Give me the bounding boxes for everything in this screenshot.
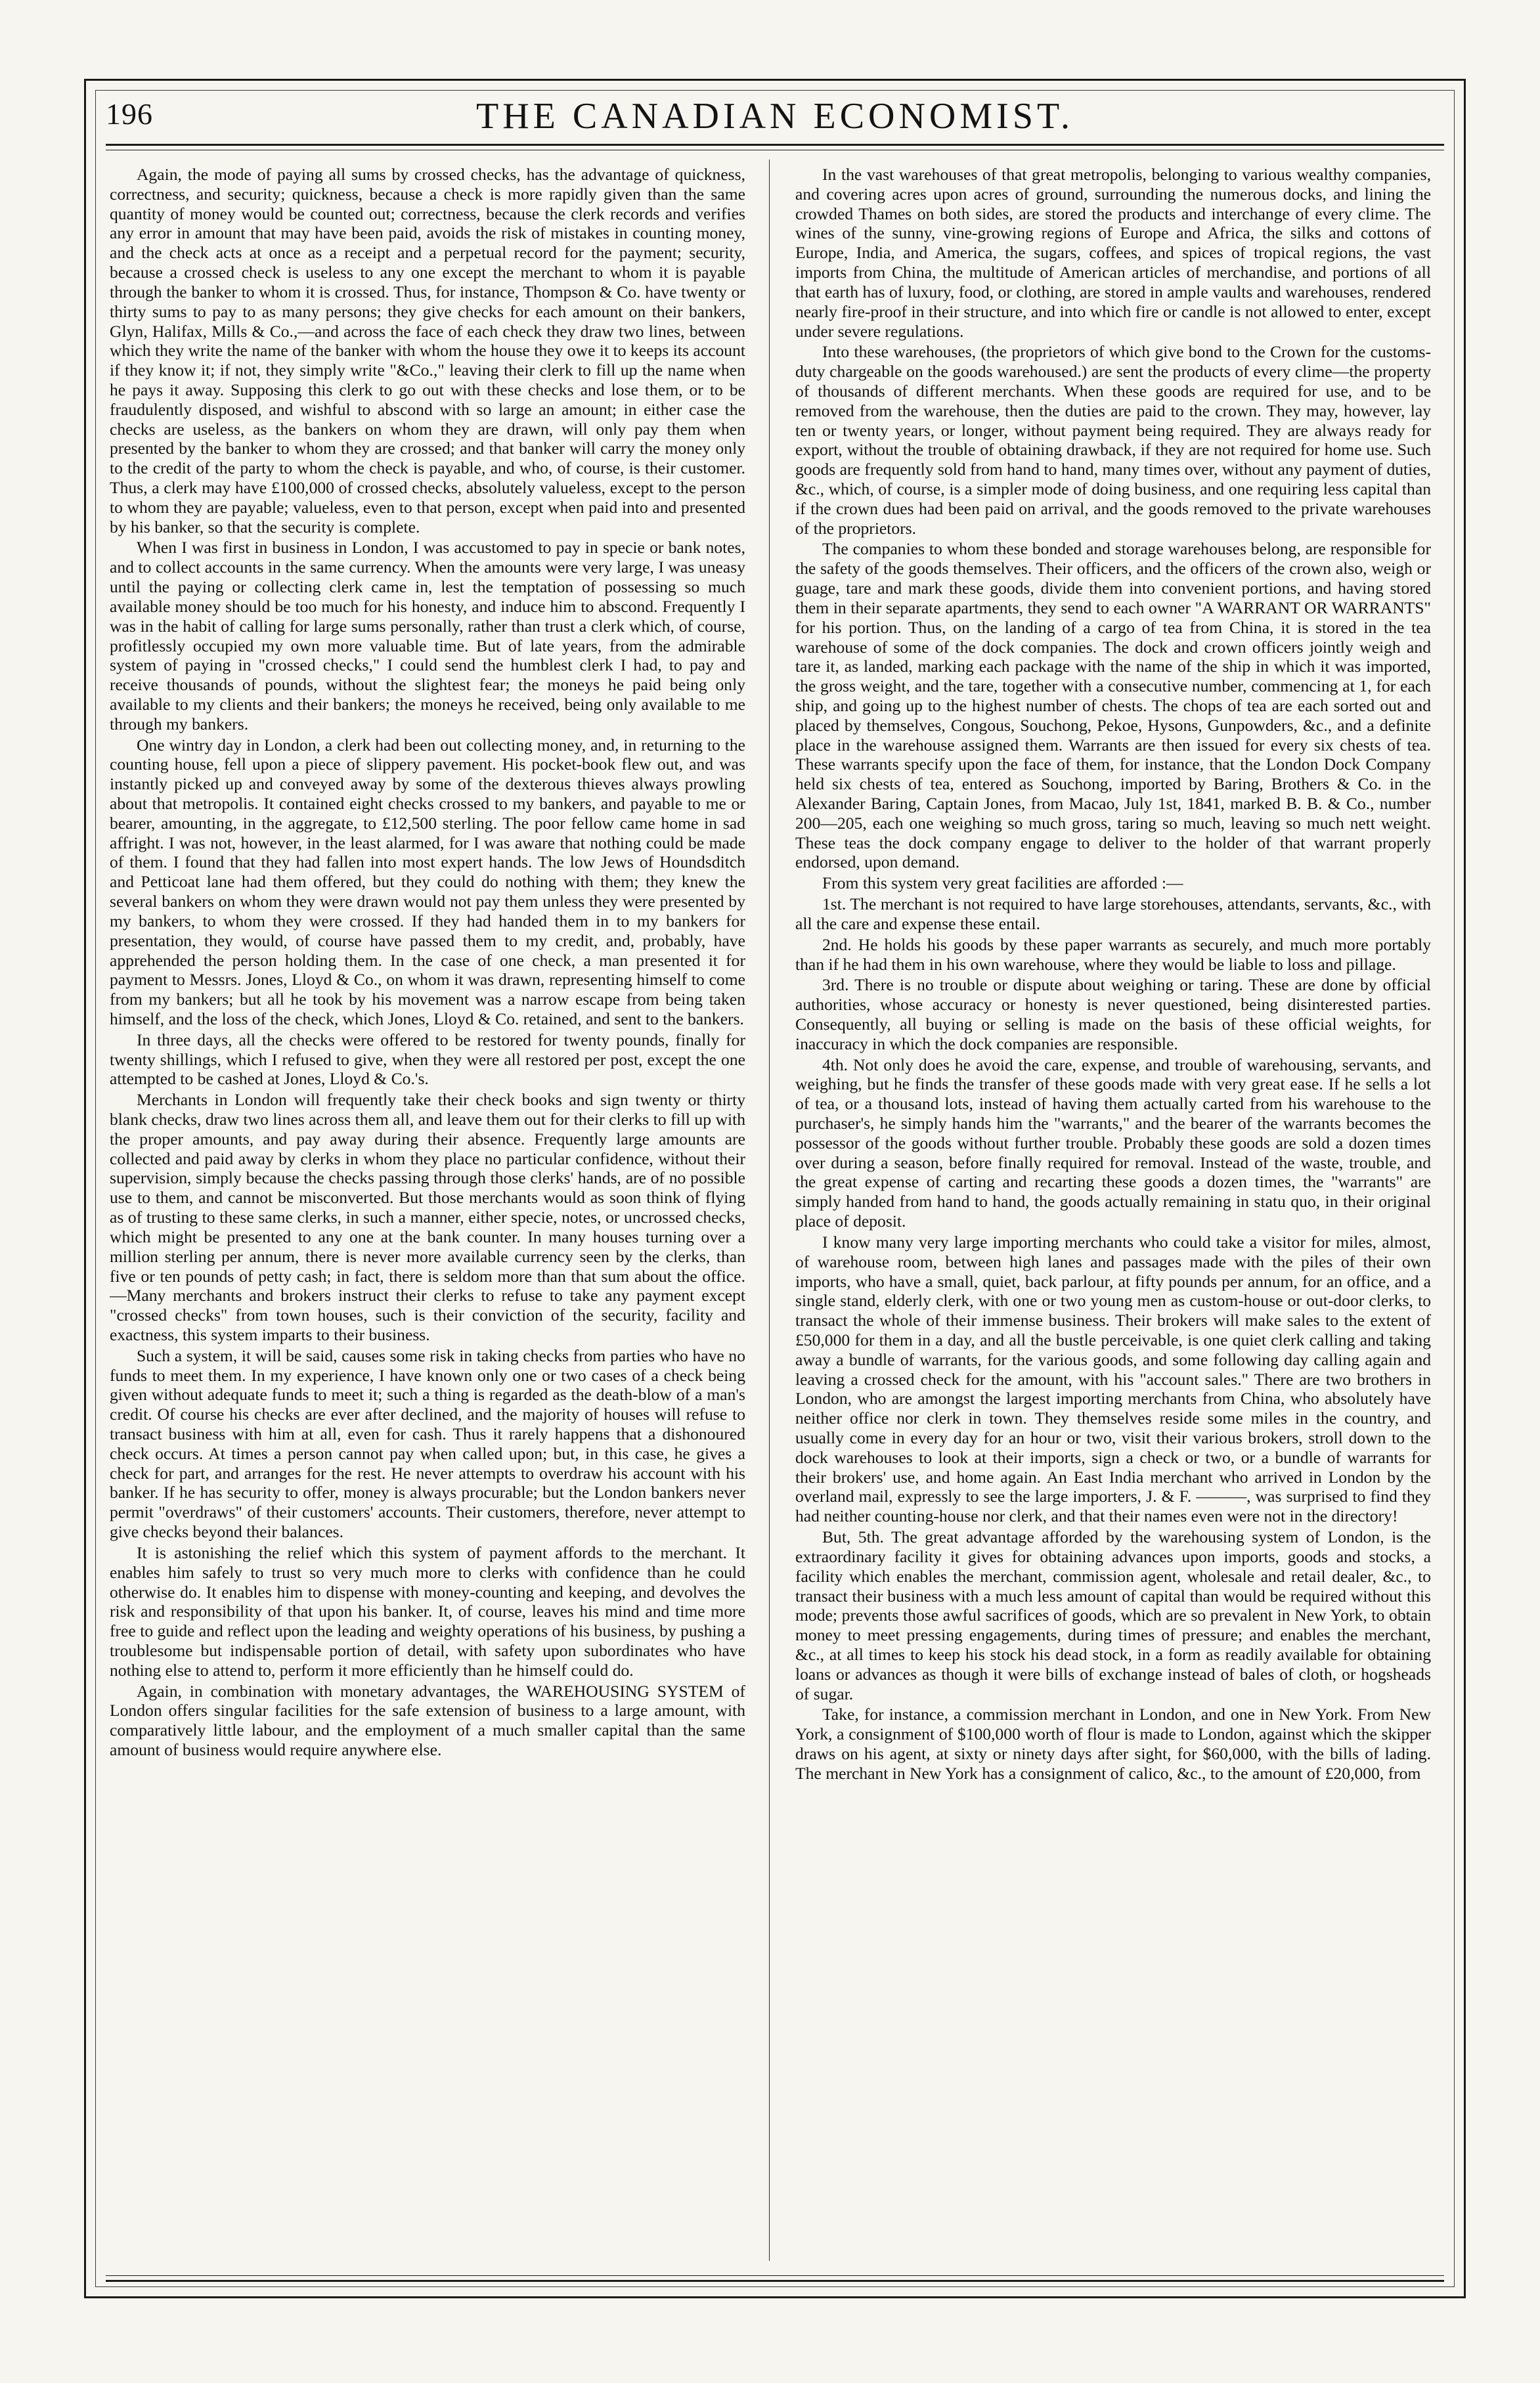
right-list-item: 1st. The merchant is not required to have large storehouses, attendants, servants, &c., with all the care and expense these entail. <box>795 894 1431 933</box>
right-paragraph: In the vast warehouses of that great metropolis, belonging to various wealthy companies, and covering acres upon acres of ground, surrounding the numerous docks, and lining the crowded Thames on both sides, are stored the products and interchange of every clime. The wines of the sunny, vine-growing regions of Europe and Africa, the silks and cottons of Europe, India, and America, the sugars, coffees, and spices of tropical regions, the vast imports from China, the multitude of American articles of merchandise, and portions of all that earth has of luxury, food, or clothing, are stored in ample vaults and warehouses, rendered nearly fire-proof in their structure, and into which fire or candle is not allowed to enter, except under severe regulations. <box>795 165 1431 341</box>
right-paragraph: Into these warehouses, (the proprietors of which give bond to the Crown for the customs-duty chargeable on the goods warehoused.) are sent the products of every clime—the property of thousands of different merchants. When these goods are required for use, and to be removed from the warehouse, then the duties are paid to the crown. They may, however, lay ten or twenty years, or longer, without payment being required. They are always ready for export, without the trouble of obtaining drawback, if they are not required for home use. Such goods are frequently sold from hand to hand, many times over, without any payment of duties, &c., which, of course, is a simpler mode of doing business, and one requiring less capital than if the crown dues had been paid on arrival, and the goods removed to the private warehouses of the proprietors. <box>795 342 1431 538</box>
left-paragraph: Again, the mode of paying all sums by crossed checks, has the advantage of quickness, correctness, and security; quickness, because a check is more rapidly given than the same quantity of money would be counted out; correctness, because the clerk records and verifies any error in amount that may have been paid, avoids the risk of mistakes in counting money, and the check acts at once as a receipt and a perpetual record for the payment; security, because a crossed check is useless to any one except the merchant to whom it is payable through the banker to whom it is crossed. Thus, for instance, Thompson & Co. have twenty or thirty sums to pay to as many persons; they give checks for each amount on their bankers, Glyn, Halifax, Mills & Co.,—and across the face of each check they draw two lines, between which they write the name of the banker with whom the house they owe it to keeps its account if they know it; if not, they simply write "&Co.," leaving their clerk to fill up the name when he pays it away. Supposing this clerk to go out with these checks and lose them, or to be fraudulently disposed, and wishful to abscond with so large an amount; in either case the checks are useless, as the bankers on whom they are drawn, will only pay them when presented by the banker to whom they are crossed; and that banker will carry the money only to the credit of the party to whom the check is payable, and who, of course, is their customer. Thus, a clerk may have £100,000 of crossed checks, absolutely valueless, except to the person to whom they are payable; valueless, even to that person, except when paid into and presented by his banker, so that the security is complete. <box>110 165 745 536</box>
left-column <box>110 165 745 2260</box>
left-paragraph: When I was first in business in London, I was accustomed to pay in specie or bank notes, and to collect accounts in the same currency. When the amounts were very large, I was uneasy until the paying or collecting clerk came in, lest the temptation of possessing so much available money should be too much for his honesty, and induce him to abscond. Frequently I was in the habit of calling for large sums personally, rather than trust a clerk which, of course, profitlessly occupied my own more valuable time. But of late years, from the admirable system of paying in "crossed checks," I could send the humblest clerk I had, to pay and receive thousands of pounds, without the slightest fear; the moneys he paid being only available to my clients and their bankers; the moneys he received, being only available to me through my bankers. <box>110 538 745 733</box>
left-paragraph: Such a system, it will be said, causes some risk in taking checks from parties who have no funds to meet them. In my experience, I have known only one or two cases of a check being given without adequate funds to meet it; such a thing is regarded as the death-blow of a man's credit. Of course his checks are ever after declined, and the majority of houses will refuse to transact business with him at all, even for cash. Thus it rarely happens that a dishonoured check occurs. At times a person cannot pay when called upon; but, in this case, he gives a check for part, and arranges for the rest. He never attempts to overdraw his account with his banker. If he has security to offer, money is always procurable; but the London bankers never permit "overdraws" of their customers' accounts. Their customers, therefore, never attempt to give checks beyond their balances. <box>110 1345 745 1542</box>
header-rule <box>106 144 1444 150</box>
right-paragraph: But, 5th. The great advantage afforded by the warehousing system of London, is the extraordinary facility it gives for obtaining advances upon imports, goods and stocks, a facility which enables the merchant, commission agent, wholesale and retail dealer, &c., to transact their business with a much less amount of capital than would be required without this mode; prevents those awful sacrifices of goods, which are so prevalent in New York, to obtain money to meet pressing engagements, during times of pressure; and enables the merchant, &c., at all times to keep his stock his dead stock, in a form as readily available for obtaining loans or advances as though it were bills of exchange instead of bales of cloth, or hogsheads of sugar. <box>795 1527 1431 1703</box>
right-paragraph: From this system very great facilities are afforded :— <box>822 873 1183 893</box>
right-paragraph: Take, for instance, a commission merchant in London, and one in New York. From New York, a consignment of $100,000 worth of flour is made to London, against which the skipper draws on his agent, at sixty or ninety days after sight, for $60,000, with the bills of lading. The merchant in New York has a consignment of calico, &c., to the amount of £20,000, from <box>795 1705 1431 1783</box>
right-paragraph: I know many very large importing merchants who could take a visitor for miles, almost, of warehouse room, between high lanes and passages made with the piles of their own imports, who have a small, quiet, back parlour, at fifty pounds per annum, for an office, and a single stand, elderly clerk, with one or two young men as custom-house or out-door clerks, to transact the whole of their immense business. Their brokers will make sales to the extent of £50,000 for them in a day, and all the bustle perceivable, is one quiet clerk calling and taking away a bundle of warrants, for the various goods, and some following day calling again and leaving a crossed check for the amount, with his "account sales." There are two brothers in London, who are amongst the largest importing merchants from China, who absolutely have neither office nor clerk in town. They themselves reside some miles in the country, and usually come in every day for an hour or two, visit their various brokers, stroll down to the dock warehouses to look at their imports, sign a check or two, or a bundle of warrants for their brokers' use, and home again. An East India merchant who arrived in London by the overland mail, expressly to see the large importers, J. & F. ———, was surprised to find they had neither counting-house nor clerk, and that their names even were not in the directory! <box>795 1232 1431 1526</box>
right-list-item: 2nd. He holds his goods by these paper warrants as securely, and much more portably than if he had them in his own warehouse, where they would be liable to loss and pillage. <box>795 934 1431 974</box>
left-paragraph: It is astonishing the relief which this system of payment affords to the merchant. It enables him safely to trust so very much more to clerks with confidence than he could otherwise do. It enables him to dispense with money-counting and keeping, and devolves the risk and responsibility of that upon his banker. It, of course, leaves his mind and time more free to guide and reflect upon the leading and weighty operations of his business, by pushing a troublesome but indispensable portion of detail, with safety upon subordinates who have nothing else to attend to, perform it more efficiently than he himself could do. <box>110 1542 745 1680</box>
left-paragraph: In three days, all the checks were offered to be restored for twenty pounds, finally for twenty shillings, which I refused to give, when they were all restored per post, except the one attempted to be cashed at Jones, Lloyd & Co.'s. <box>110 1030 745 1089</box>
page-number: 196 <box>106 97 153 131</box>
left-paragraph: Merchants in London will frequently take their check books and sign twenty or thirty blank checks, draw two lines across them all, and leave them out for their clerks to fill up with the proper amounts, and pay away during their absence. Frequently large amounts are collected and paid away by clerks in whom they place no particular confidence, without their supervision, simply because the checks passing through those clerks' hands, are of no possible use to them, and cannot be misconverted. But those merchants would as soon think of flying as of trusting to these same clerks, in such a manner, either specie, notes, or uncrossed checks, which might be presented to any one at the bank counter. In many houses turning over a million sterling per annum, there is never more available currency seen by the clerks, than five or ten pounds of petty cash; in fact, there is seldom more than that sum about the office.—Many merchants and brokers instruct their clerks to refuse to take any payment except "crossed checks" from town houses, such is their conviction of the security, facility and exactness, this system imparts to their business. <box>110 1090 745 1344</box>
left-paragraph: One wintry day in London, a clerk had been out collecting money, and, in returning to the counting house, fell upon a piece of slippery pavement. His pocket-book flew out, and was instantly picked up and conveyed away by some of the dexterous thieves always prowling about that metropolis. It contained eight checks crossed to my bankers, and payable to me or bearer, amounting, in the aggregate, to £12,500 sterling. The poor fellow came home in sad affright. I was not, however, in the least alarmed, for I was aware that nothing could be made of them. I found that they had fallen into most expert hands. The low Jews of Houndsditch and Petticoat lane had them offered, but they could do nothing with them; they knew the several bankers on whom they were drawn would not pay them unless they were presented by my bankers, to whom they were crossed. If they had handed them in to my bankers for presentation, they would, of course have passed them to my credit, and, probably, have apprehended the person holding them. In the case of one check, a man presented it for payment to Messrs. Jones, Lloyd & Co., on whom it was drawn, representing himself to come from my bankers; but all he took by his movement was a narrow escape from being taken himself, and the loss of the check, which Jones, Lloyd & Co. retained, and sent to the bankers. <box>110 735 745 1028</box>
right-list-item: 3rd. There is no trouble or dispute about weighing or taring. These are done by official authorities, whose accuracy or honesty is never questioned, being disinterested parties. Consequently, all buying or selling is made on the basis of these official weights, for inaccuracy in which the dock companies are responsible. <box>795 975 1431 1053</box>
page-header <box>106 93 1444 145</box>
footer-rule <box>106 2275 1444 2282</box>
journal-title: THE CANADIAN ECONOMIST. <box>475 96 1074 137</box>
page-frame <box>84 79 1466 2298</box>
left-paragraph: Again, in combination with monetary advantages, the WAREHOUSING SYSTEM of London offers singular facilities for the safe extension of business to a large amount, with comparatively little labour, and the employment of a much smaller capital than the same amount of business would require anywhere else. <box>110 1681 745 1759</box>
right-list-item: 4th. Not only does he avoid the care, expense, and trouble of warehousing, servants, and weighing, but he finds the transfer of these goods made with very great ease. If he sells a lot of tea, or a thousand lots, instead of having them actually carted from his warehouse to the purchaser's, he simply hands him the "warrants," and the bearer of the warrants becomes the possessor of the goods without further trouble. Probably these goods are sold a dozen times over during a season, before finally required for removal. Instead of the waste, trouble, and the great expense of carting and recarting these goods a dozen times, the "warrants" are simply handed from hand to hand, the goods actually remaining in statu quo, in their original place of deposit. <box>795 1055 1431 1231</box>
column-divider <box>769 160 770 2261</box>
right-paragraph: The companies to whom these bonded and storage warehouses belong, are responsible for the safety of the goods themselves. Their officers, and the officers of the crown also, weigh or guage, tare and mark these goods, divide them into convenient portions, and having stored them in their separate apartments, they send to each owner "A WARRANT OR WARRANTS" for his portion. Thus, on the landing of a cargo of tea from China, it is stored in the tea warehouse of some of the dock companies. The dock and crown officers jointly weigh and tare it, as landed, marking each package with the name of the ship in which it was imported, the gross weight, and the tare, together with a consecutive number, commencing at 1, for each ship, and going up to the highest number of chests. The chops of tea are each sorted out and placed by themselves, Congous, Souchong, Pekoe, Hysons, Gunpowders, &c., and a definite place in the warehouse assigned them. Warrants are then issued for every six chests of tea. These warrants specify upon the face of them, for instance, that the London Dock Company held six chests of tea, entered as Souchong, imported by Baring, Brothers & Co. in the Alexander Baring, Captain Jones, from Macao, July 1st, 1841, marked B. B. & Co., number 200—205, each one weighing so much gross, taring so much, leaving so much nett weight. These teas the dock company engage to deliver to the holder of that warrant properly endorsed, upon demand. <box>795 539 1431 872</box>
right-column <box>795 165 1431 2260</box>
